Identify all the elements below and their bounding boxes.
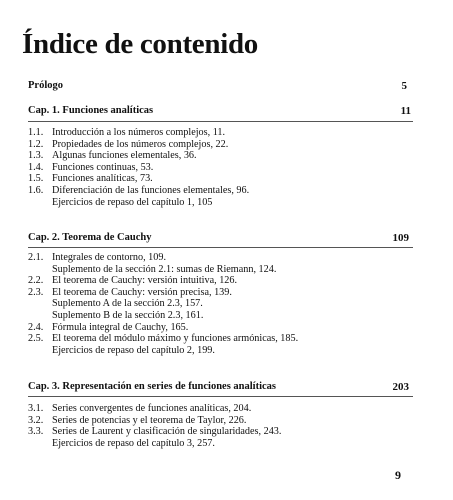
toc-entry-text: Series convergentes de funciones analíticas, 204. bbox=[52, 403, 252, 414]
toc-entry-text: Introducción a los números complejos, 11. bbox=[52, 127, 226, 138]
toc-entry-number: 1.1. bbox=[28, 127, 44, 138]
toc-entry-text: El teorema del módulo máximo y funciones armónicas, 185. bbox=[52, 333, 299, 345]
toc-entry-number: 1.5. bbox=[28, 173, 44, 185]
toc-heading-page: 109 bbox=[392, 232, 409, 244]
toc-entry-number: 2.3. bbox=[28, 286, 44, 298]
toc-heading-label: Cap. 1. Funciones analíticas bbox=[28, 105, 154, 116]
toc-entry bbox=[28, 197, 413, 209]
page-number: 9 bbox=[395, 468, 401, 482]
page-title: Índice de contenido bbox=[22, 28, 258, 60]
toc-entry-number: 3.1. bbox=[28, 403, 44, 414]
toc-heading-label: Prólogo bbox=[28, 80, 63, 91]
toc-entry-text: El teorema de Cauchy: versión intuitiva, 126. bbox=[52, 275, 238, 287]
chapter-divider bbox=[28, 396, 413, 397]
chapter-1-entries bbox=[28, 127, 413, 208]
toc-entry-number: 1.3. bbox=[28, 150, 44, 162]
toc-heading-label: Cap. 3. Representación en series de funciones analíticas bbox=[28, 381, 277, 392]
toc-entry-number: 3.3. bbox=[28, 426, 44, 438]
toc-entry-text: Ejercicios de repaso del capítulo 3, 257. bbox=[52, 437, 215, 449]
chapter-2-entries bbox=[28, 252, 413, 356]
chapter-divider bbox=[28, 121, 413, 122]
chapter-3-entries bbox=[28, 403, 413, 449]
toc-entry-text: Series de potencias y el teorema de Taylor, 226. bbox=[52, 414, 247, 426]
chapter-divider bbox=[28, 247, 413, 248]
toc-heading-label: Cap. 2. Teorema de Cauchy bbox=[28, 232, 152, 243]
toc-entry bbox=[28, 310, 413, 322]
toc-heading-chapter-2 bbox=[28, 232, 407, 243]
toc-entry bbox=[28, 185, 413, 197]
toc-entry bbox=[28, 298, 413, 310]
toc-entry-text: Algunas funciones elementales, 36. bbox=[52, 150, 197, 162]
toc-entry-number: 2.4. bbox=[28, 321, 44, 333]
toc-entry-number: 2.1. bbox=[28, 252, 44, 263]
toc-entry bbox=[28, 415, 413, 427]
toc-heading-chapter-3 bbox=[28, 381, 407, 392]
toc-entry bbox=[28, 426, 413, 438]
toc-entry-number: 1.2. bbox=[28, 138, 44, 150]
toc-entry bbox=[28, 438, 413, 450]
toc-entry bbox=[28, 275, 413, 287]
toc-entry bbox=[28, 345, 413, 357]
toc-heading-prologo bbox=[28, 80, 407, 91]
toc-entry bbox=[28, 173, 413, 185]
toc-entry-text: Propiedades de los números complejos, 22. bbox=[52, 138, 229, 150]
toc-entry-text: Suplemento A de la sección 2.3, 157. bbox=[52, 298, 203, 310]
toc-entry-number: 2.2. bbox=[28, 275, 44, 287]
toc-entry bbox=[28, 252, 413, 264]
toc-heading-chapter-1 bbox=[28, 105, 411, 117]
toc-entry-number: 2.5. bbox=[28, 333, 44, 345]
toc-entry bbox=[28, 287, 413, 299]
toc-entry-text: Ejercicios de repaso del capítulo 2, 199. bbox=[52, 344, 215, 356]
toc-entry-number: 3.2. bbox=[28, 414, 44, 426]
toc-heading-page: 5 bbox=[401, 80, 407, 92]
toc-entry-text: Series de Laurent y clasificación de singularidades, 243. bbox=[52, 426, 282, 438]
toc-entry bbox=[28, 264, 413, 276]
toc-heading-page: 203 bbox=[392, 381, 409, 393]
toc-entry-number: 1.4. bbox=[28, 161, 44, 173]
toc-entry bbox=[28, 162, 413, 174]
toc-entry-text: Funciones analíticas, 73. bbox=[52, 173, 153, 185]
toc-entry-text: Suplemento de la sección 2.1: sumas de Riemann, 124. bbox=[52, 263, 277, 275]
toc-entry bbox=[28, 322, 413, 334]
toc-entry-number: 1.6. bbox=[28, 184, 44, 196]
toc-entry-text: Integrales de contorno, 109. bbox=[52, 252, 167, 263]
toc-entry-text: Diferenciación de las funciones elementales, 96. bbox=[52, 184, 250, 196]
toc-entry bbox=[28, 139, 413, 151]
toc-entry-text: Fórmula integral de Cauchy, 165. bbox=[52, 321, 189, 333]
toc-entry-text: Ejercicios de repaso del capítulo 1, 105 bbox=[52, 196, 213, 208]
toc-entry-text: Funciones continuas, 53. bbox=[52, 161, 154, 173]
toc-entry-text: El teorema de Cauchy: versión precisa, 139. bbox=[52, 286, 232, 298]
toc-entry bbox=[28, 127, 413, 139]
toc-entry bbox=[28, 403, 413, 415]
toc-entry-text: Suplemento B de la sección 2.3, 161. bbox=[52, 309, 204, 321]
toc-entry bbox=[28, 333, 413, 345]
toc-entry bbox=[28, 150, 413, 162]
toc-heading-page: 11 bbox=[400, 105, 411, 117]
